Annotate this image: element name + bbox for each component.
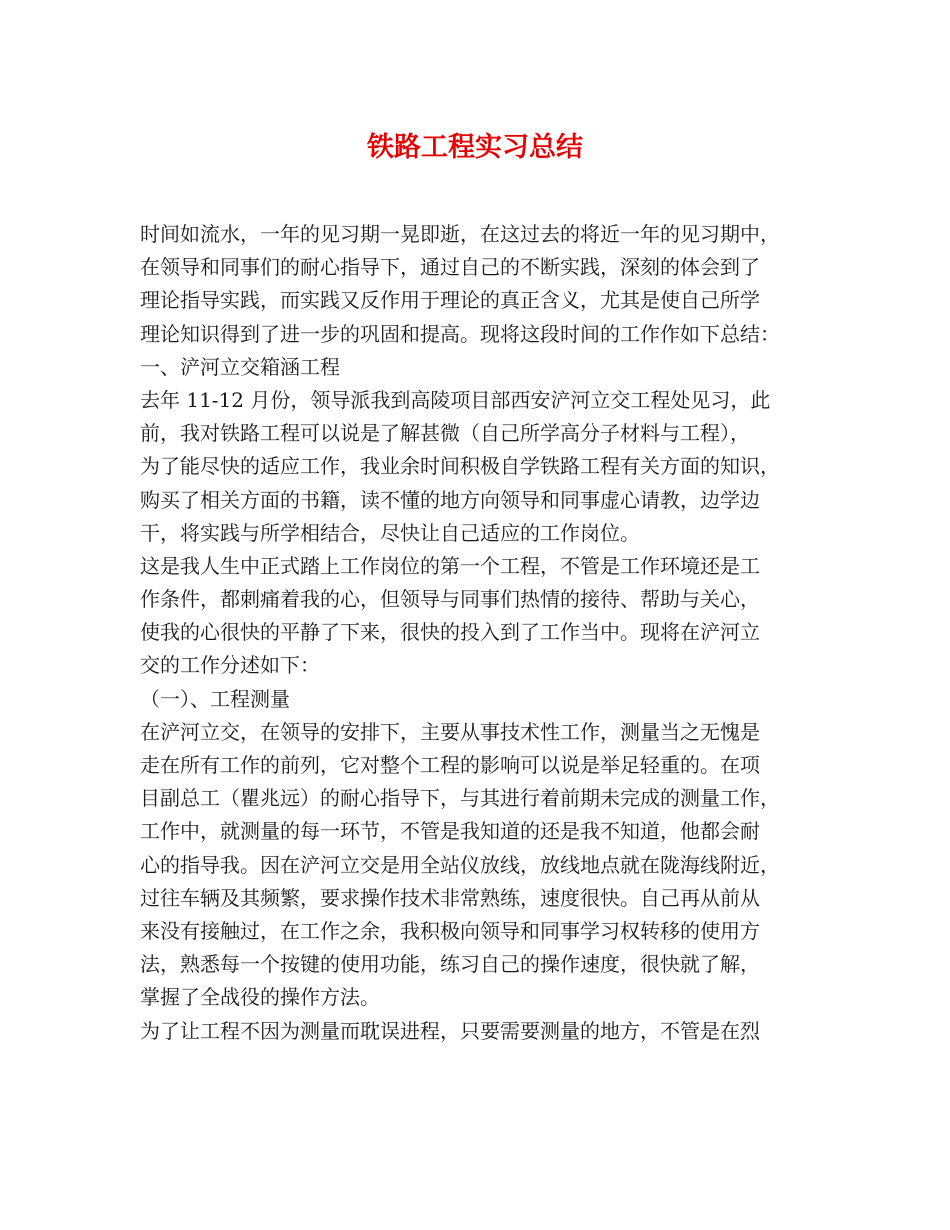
text-line: 走在所有工作的前列，它对整个工程的影响可以说是举足轻重的。在项 — [140, 753, 760, 777]
text-line: 前，我对铁路工程可以说是了解甚微（自己所学高分子材料与工程）， — [140, 421, 750, 446]
text-line: 法，熟悉每一个按键的使用功能，练习自己的操作速度，很快就了解， — [140, 952, 760, 977]
text-line: 使我的心很快的平静了下来，很快的投入到了工作当中。现将在浐河立 — [140, 620, 760, 645]
section-heading: 一、浐河立交箱涵工程 — [140, 354, 340, 379]
text-line: 心的指导我。因在浐河立交是用全站仪放线，放线地点就在陇海线附近， — [140, 852, 780, 877]
document-body — [140, 218, 840, 1048]
text-line: 交的工作分述如下： — [140, 653, 320, 678]
text-line: 在浐河立交，在领导的安排下，主要从事技术性工作，测量当之无愧是 — [140, 719, 760, 744]
text-line: 工作中，就测量的每一环节，不管是我知道的还是我不知道，他都会耐 — [140, 819, 760, 844]
text-line: 目副总工（瞿兆远）的耐心指导下，与其进行着前期未完成的测量工作， — [140, 786, 780, 811]
text-line: 购买了相关方面的书籍，读不懂的地方向领导和同事虚心请教，边学边 — [140, 487, 760, 512]
text-line: 去年 11-12 月份，领导派我到高陵项目部西安浐河立交工程处见习，此 — [140, 387, 771, 412]
subsection-heading: （一）、工程测量 — [140, 686, 290, 711]
text-line: 为了让工程不因为测量而耽误进程，只要需要测量的地方，不管是在烈 — [140, 1018, 760, 1043]
text-line: 理论指导实践，而实践又反作用于理论的真正含义，尤其是使自己所学 — [140, 288, 760, 313]
text-line: 掌握了全战役的操作方法。 — [140, 985, 380, 1010]
text-line: 过往车辆及其频繁，要求操作技术非常熟练，速度很快。自己再从前从 — [140, 885, 760, 910]
text-line: 为了能尽快的适应工作，我业余时间积极自学铁路工程有关方面的知识， — [140, 454, 780, 479]
text-line: 干，将实践与所学相结合，尽快让自己适应的工作岗位。 — [140, 520, 640, 545]
text-line: 来没有接触过，在工作之余，我积极向领导和同事学习权转移的使用方 — [140, 918, 760, 943]
text-line: 时间如流水，一年的见习期一晃即逝，在这过去的将近一年的见习期中， — [140, 222, 780, 246]
text-line: 这是我人生中正式踏上工作岗位的第一个工程，不管是工作环境还是工 — [140, 553, 760, 578]
text-line: 作条件，都刺痛着我的心，但领导与同事们热情的接待、帮助与关心， — [140, 587, 760, 612]
text-line: 理论知识得到了进一步的巩固和提高。现将这段时间的工作作如下总结： — [140, 321, 780, 346]
text-line: 在领导和同事们的耐心指导下，通过自己的不断实践，深刻的体会到了 — [140, 255, 760, 280]
document-title: 铁路工程实习总结 — [367, 132, 583, 163]
